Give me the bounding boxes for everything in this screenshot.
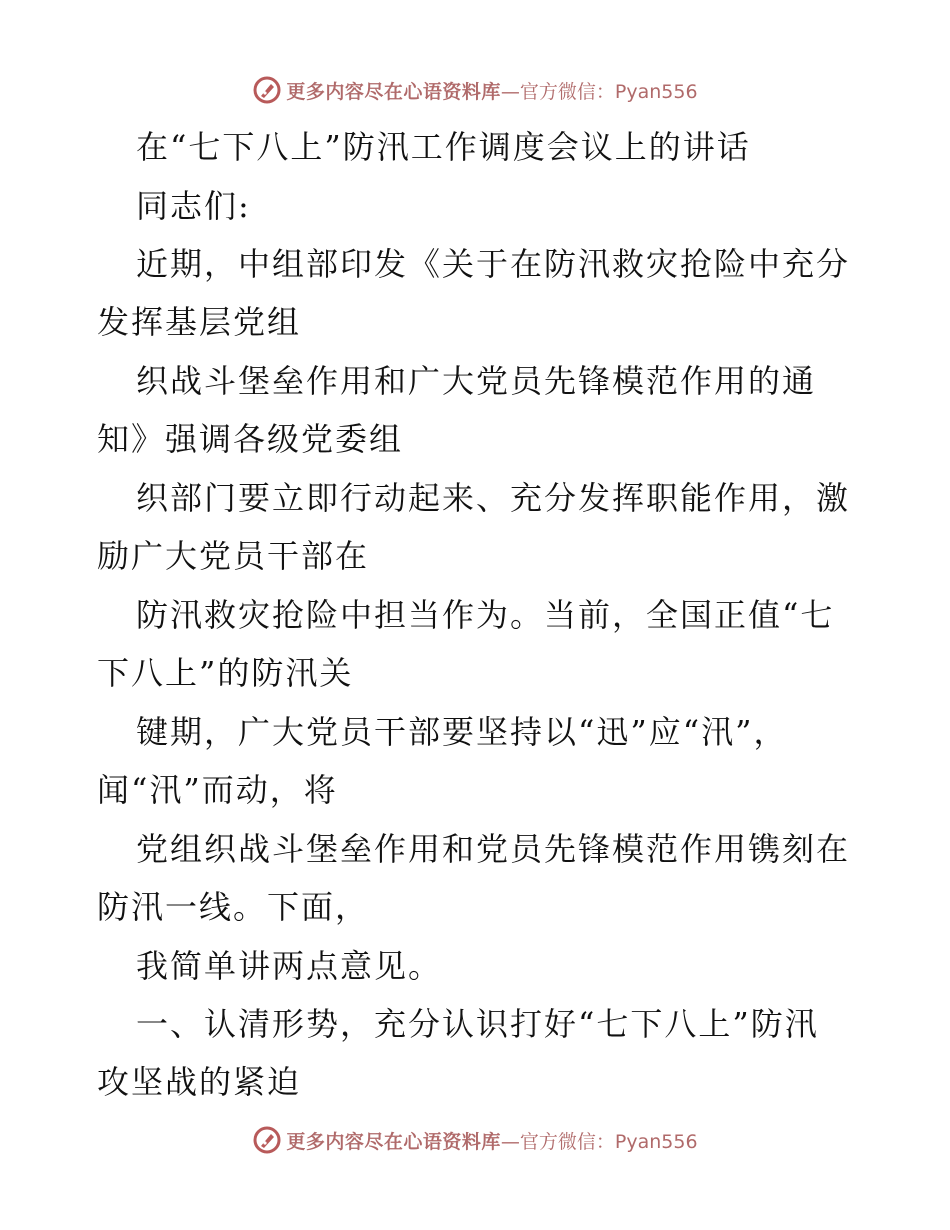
paragraph-line: 知》强调各级党委组 bbox=[97, 420, 404, 458]
pen-nib-logo-icon bbox=[252, 1125, 282, 1155]
header-banner-lead: 更多内容尽在心语资料库 bbox=[286, 80, 501, 103]
paragraph-line: 近期，中组部印发《关于在防汛救灾抢险中充分 bbox=[136, 245, 851, 283]
paragraph-line: 防汛救灾抢险中担当作为。当前，全国正值“七 bbox=[136, 596, 835, 634]
header-banner-tail: —官方微信：Pyan556 bbox=[500, 80, 698, 103]
footer-banner bbox=[0, 1120, 950, 1160]
paragraph-line: 党组织战斗堡垒作用和党员先锋模范作用镌刻在 bbox=[136, 830, 851, 868]
paragraph-line: 励广大党员干部在 bbox=[97, 537, 370, 575]
section-heading: 一、认清形势，充分认识打好“七下八上”防汛 bbox=[136, 1005, 819, 1043]
header-banner bbox=[0, 70, 950, 110]
paragraph-line: 闻“汛”而动，将 bbox=[97, 771, 338, 809]
pen-nib-logo-icon bbox=[252, 75, 282, 105]
section-heading-cont: 攻坚战的紧迫 bbox=[97, 1063, 302, 1101]
document-title: 在“七下八上”防汛工作调度会议上的讲话 bbox=[136, 128, 751, 166]
salutation: 同志们: bbox=[136, 187, 251, 225]
paragraph-line: 键期，广大党员干部要坚持以“迅”应“汛”， bbox=[136, 713, 788, 751]
paragraph-line: 防汛一线。下面， bbox=[97, 888, 370, 926]
paragraph-line: 织部门要立即行动起来、充分发挥职能作用，激 bbox=[136, 479, 851, 517]
paragraph-line: 织战斗堡垒作用和广大党员先锋模范作用的通 bbox=[136, 362, 817, 400]
paragraph-line: 下八上”的防汛关 bbox=[97, 654, 354, 692]
footer-banner-lead: 更多内容尽在心语资料库 bbox=[286, 1130, 501, 1153]
paragraph-line: 发挥基层党组 bbox=[97, 303, 302, 341]
paragraph-line: 我简单讲两点意见。 bbox=[136, 947, 443, 985]
footer-banner-tail: —官方微信：Pyan556 bbox=[500, 1130, 698, 1153]
